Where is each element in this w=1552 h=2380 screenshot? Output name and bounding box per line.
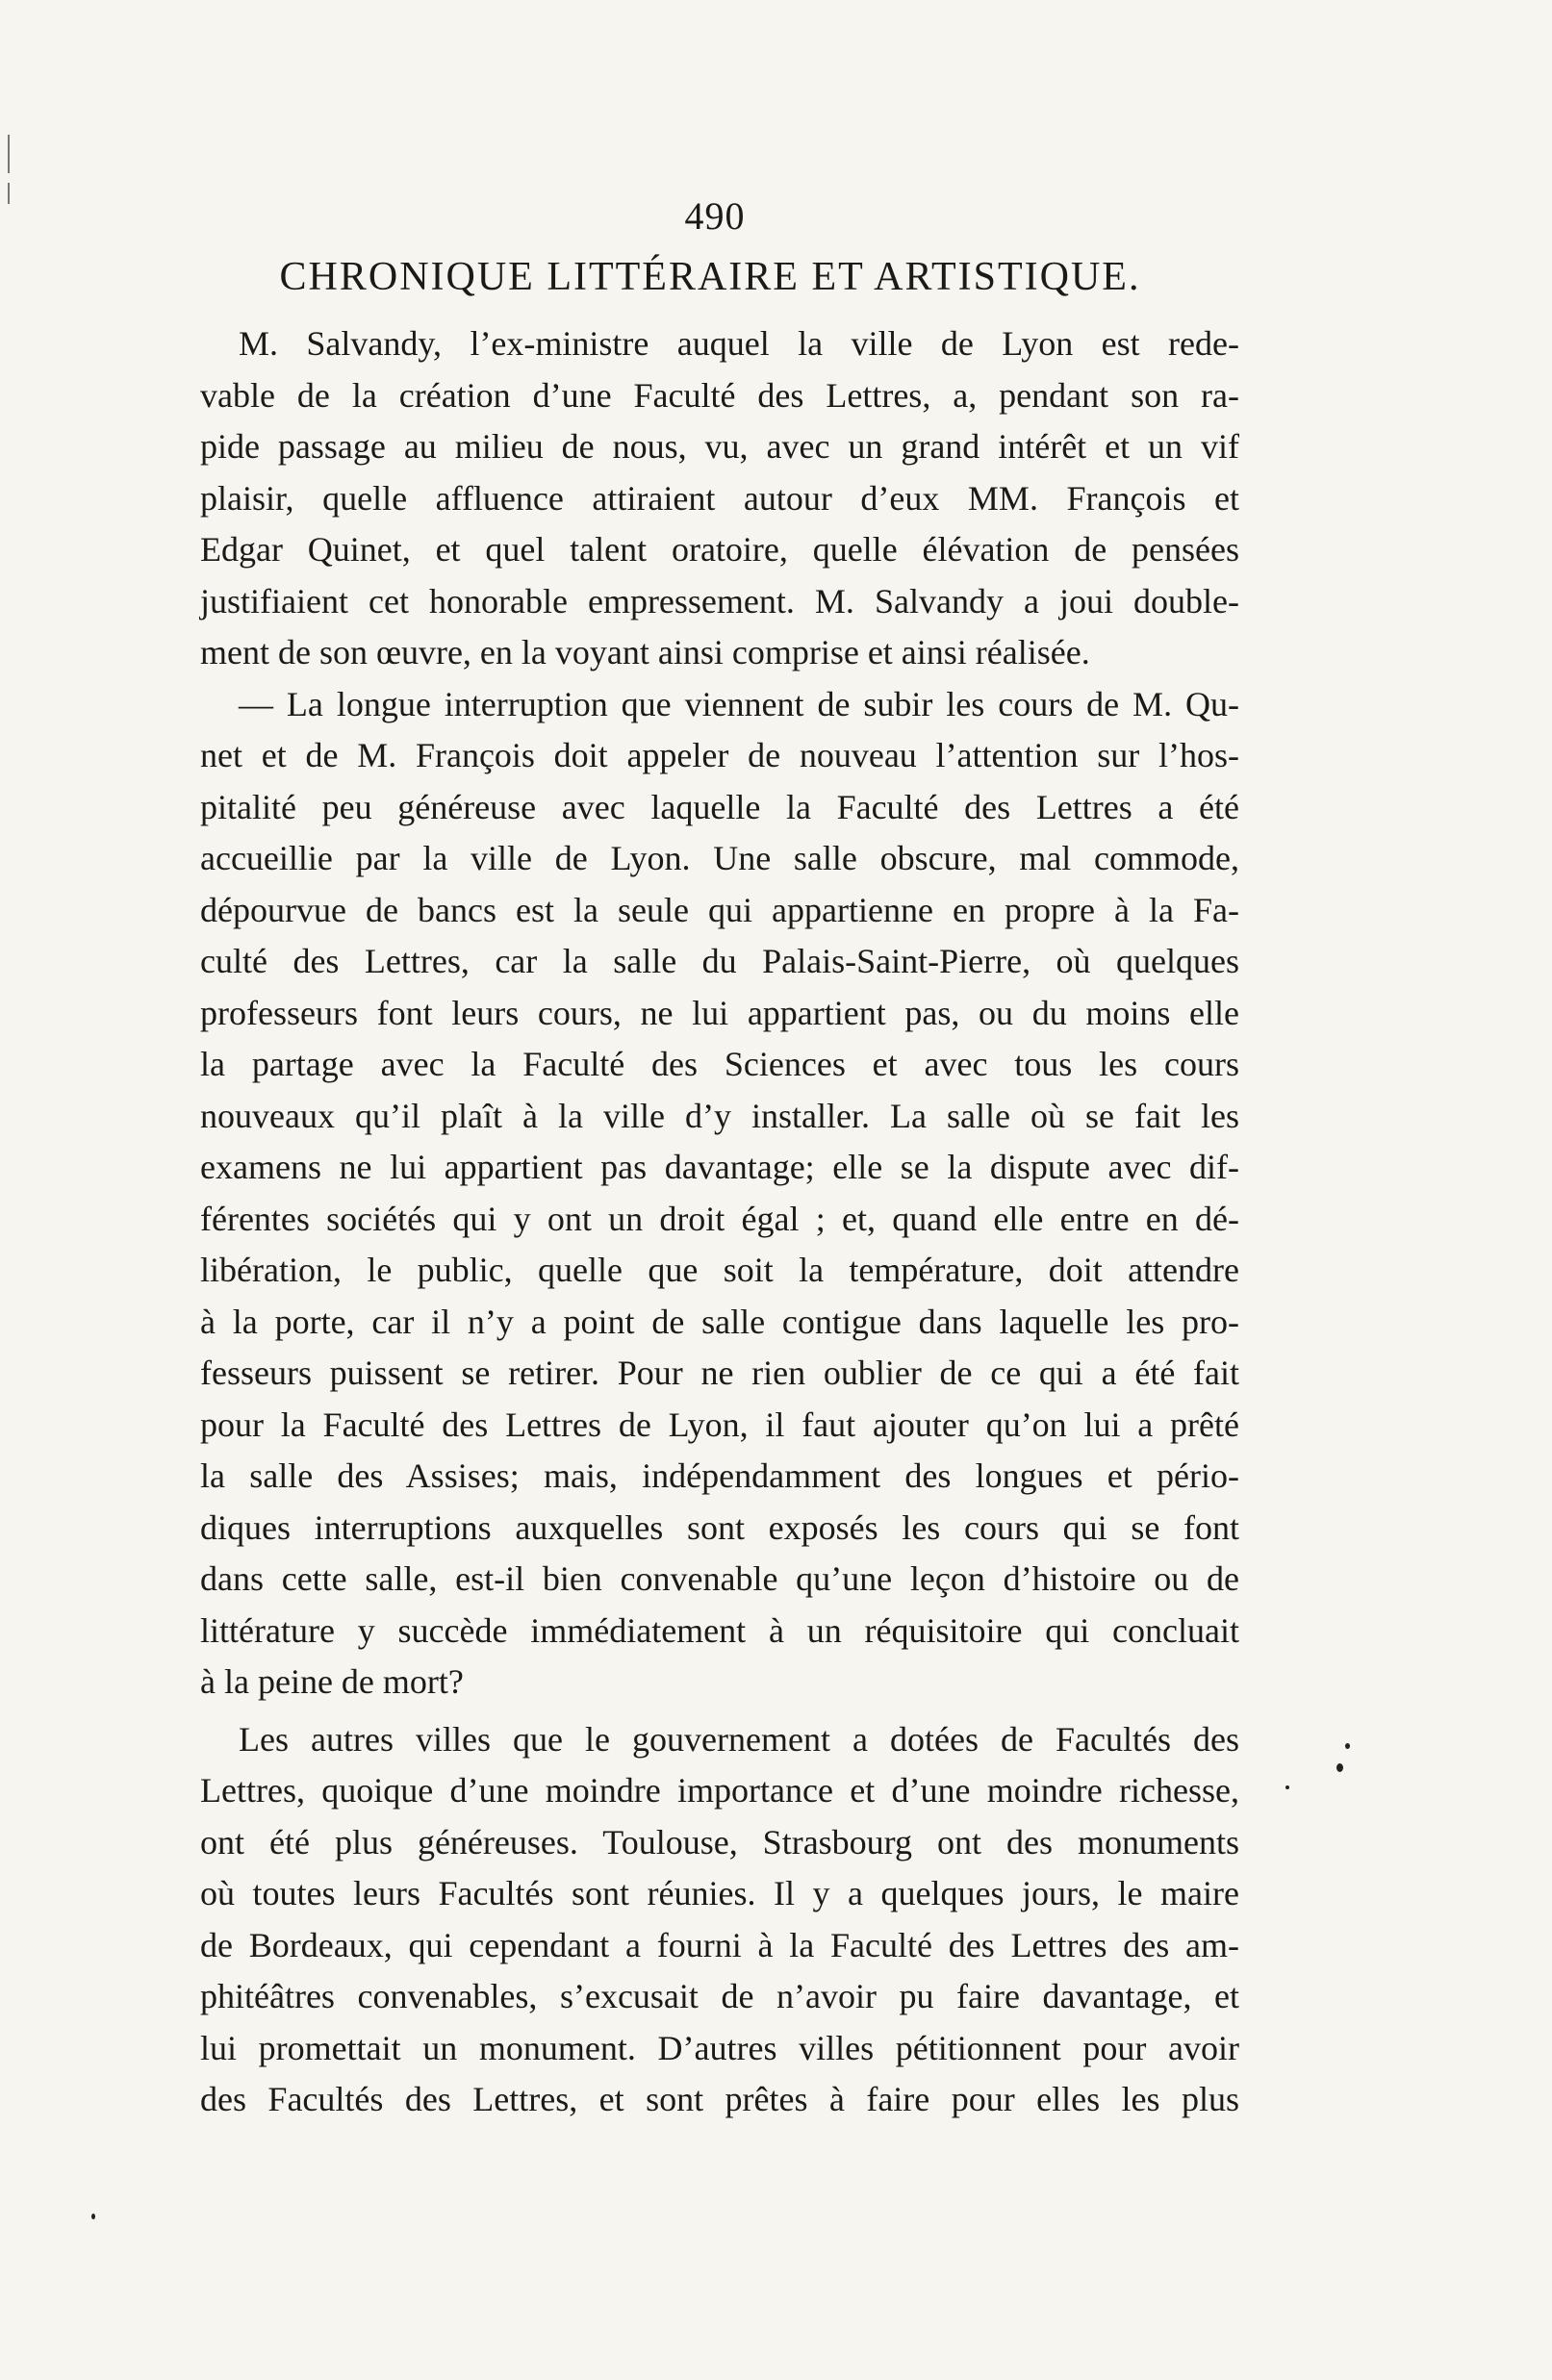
text-line: culté des Lettres, car la salle du Palais-Saint-Pierre, où quelques	[200, 942, 1239, 981]
text-line: phitéâtres convenables, s’excusait de n’avoir pu faire davantage, et	[200, 1977, 1239, 2016]
text-line: où toutes leurs Facultés sont réunies. Il y a quelques jours, le maire	[200, 1874, 1239, 1913]
text-line: la partage avec la Faculté des Sciences et avec tous les cours	[200, 1045, 1239, 1084]
text-line: diques interruptions auxquelles sont exposés les cours qui se font	[200, 1507, 1239, 1547]
ink-speck	[1336, 1763, 1343, 1772]
text-line: pour la Faculté des Lettres de Lyon, il faut ajouter qu’on lui a prêté	[200, 1405, 1239, 1444]
text-line: fesseurs puissent se retirer. Pour ne rien oublier de ce qui a été fait	[200, 1354, 1239, 1393]
text-line: Les autres villes que le gouvernement a dotées de Facultés des	[239, 1719, 1239, 1759]
section-title: CHRONIQUE LITTÉRAIRE ET ARTISTIQUE.	[279, 255, 1141, 299]
text-line: pide passage au milieu de nous, vu, avec un grand intérêt et un vif	[200, 427, 1239, 467]
text-line: à la peine de mort?	[200, 1662, 464, 1702]
text-line: férentes sociétés qui y ont un droit égal ; et, quand elle entre en dé-	[200, 1199, 1239, 1238]
paragraph-2	[200, 679, 1239, 1709]
text-line: justifiaient cet honorable empressement. M. Salvandy a joui double-	[200, 581, 1239, 620]
text-line: — La longue interruption que viennent de subir les cours de M. Qu-	[239, 684, 1239, 723]
text-line: littérature y succède immédiatement à un réquisitoire qui concluait	[200, 1610, 1239, 1650]
ink-speck	[1345, 1743, 1350, 1749]
text-line: plaisir, quelle affluence attiraient autour d’eux MM. François et	[200, 478, 1239, 518]
text-line: dépourvue de bancs est la seule qui appartienne en propre à la Fa-	[200, 890, 1239, 929]
text-line: la salle des Assises; mais, indépendamment des longues et pério-	[200, 1456, 1239, 1496]
paragraph-3	[200, 1714, 1239, 2126]
left-margin-mark-2	[8, 183, 10, 204]
text-line: libération, le public, quelle que soit la température, doit attendre	[200, 1251, 1239, 1290]
text-line: Lettres, quoique d’une moindre importance et d’une moindre richesse,	[200, 1771, 1239, 1810]
text-line: net et de M. François doit appeler de nouveau l’attention sur l’hos-	[200, 736, 1239, 775]
text-line: des Facultés des Lettres, et sont prêtes à faire pour elles les plus	[200, 2080, 1239, 2119]
text-line: ont été plus généreuses. Toulouse, Strasbourg ont des monuments	[200, 1822, 1239, 1861]
text-line: à la porte, car il n’y a point de salle contigue dans laquelle les pro-	[200, 1302, 1239, 1341]
text-line: nouveaux qu’il plaît à la ville d’y installer. La salle où se fait les	[200, 1096, 1239, 1135]
text-line: pitalité peu généreuse avec laquelle la Faculté des Lettres a été	[200, 787, 1239, 826]
left-margin-mark-1	[8, 135, 10, 173]
ink-speck	[1285, 1785, 1289, 1789]
text-line: lui promettait un monument. D’autres villes pétitionnent pour avoir	[200, 2028, 1239, 2067]
ink-speck	[91, 2214, 95, 2219]
text-line: Edgar Quinet, et quel talent oratoire, quelle élévation de pensées	[200, 530, 1239, 570]
book-page	[200, 194, 1239, 2126]
paragraph-1	[200, 318, 1239, 679]
text-line: de Bordeaux, qui cependant a fourni à la Faculté des Lettres des am-	[200, 1925, 1239, 1964]
text-line: examens ne lui appartient pas davantage; elle se la dispute avec dif-	[200, 1148, 1239, 1187]
text-line: professeurs font leurs cours, ne lui appartient pas, ou du moins elle	[200, 993, 1239, 1032]
text-line: vable de la création d’une Faculté des Lettres, a, pendant son ra-	[200, 375, 1239, 415]
text-line: M. Salvandy, l’ex-ministre auquel la ville de Lyon est rede-	[239, 324, 1239, 364]
page-number: 490	[684, 194, 746, 238]
text-line: ment de son œuvre, en la voyant ainsi comprise et ainsi réalisée.	[200, 633, 1090, 672]
text-line: dans cette salle, est-il bien convenable qu’une leçon d’histoire ou de	[200, 1559, 1239, 1599]
text-line: accueillie par la ville de Lyon. Une salle obscure, mal commode,	[200, 839, 1239, 878]
